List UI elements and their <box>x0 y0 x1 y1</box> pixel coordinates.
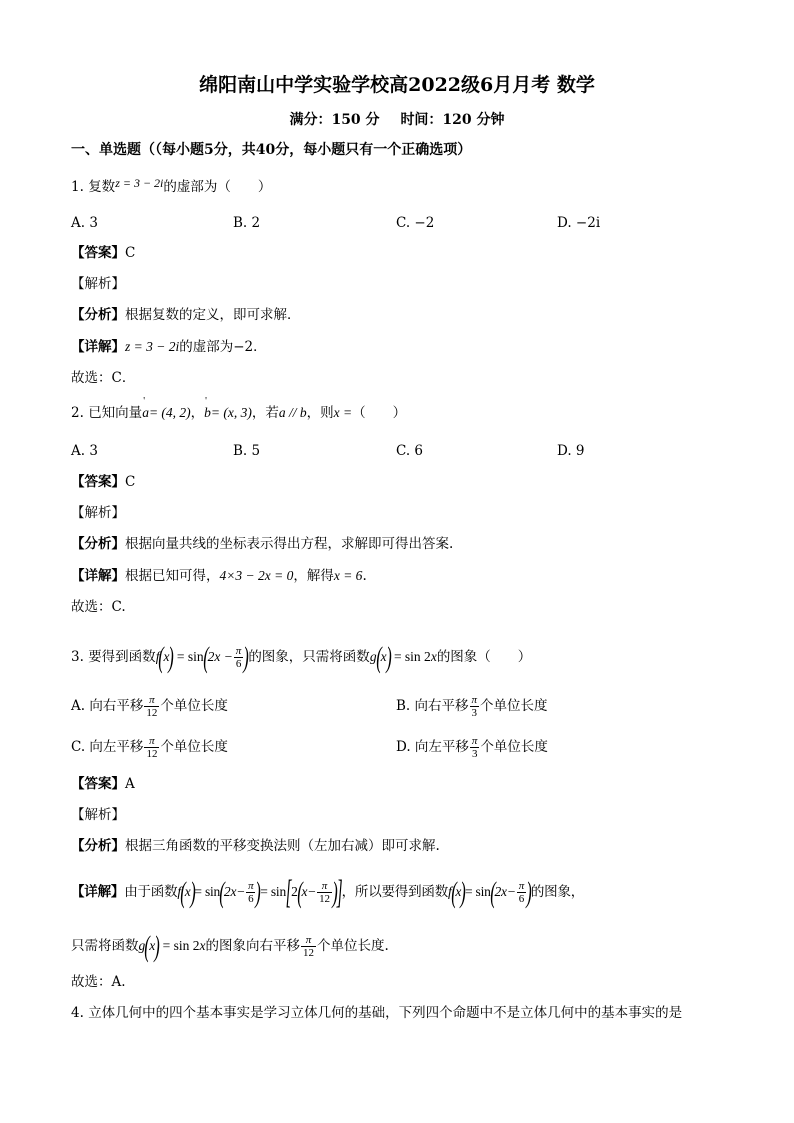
q3-option-d: D. 向左平移 $\frac{\pi}{3}$ 个单位长度 <box>396 735 548 760</box>
q1-option-d: D. −2i <box>557 215 601 231</box>
q1-answer: 【答案】C <box>71 245 136 261</box>
question-3: 3. 要得到函数f(x) = sin(2x − $\frac{\pi}{6}$ )的图象，只需将函数g(x) = sin 2x的图象（ ） <box>71 640 532 674</box>
section-heading: 一、单选题（（每小题5分，共40分，每小题只有一个正确选项） <box>71 142 472 158</box>
parallel-condition: a // b <box>278 405 307 420</box>
q1-detail: 【详解】z = 3 − 2i的虚部为−2． <box>71 339 267 355</box>
q2-option-d: D. 9 <box>557 443 585 459</box>
question-4: 4. 立体几何中的四个基本事实是学习立体几何的基础，下列四个命题中不是立体几何中的基本事实的是 <box>71 1005 683 1021</box>
q3-option-b: B. 向右平移 $\frac{\pi}{3}$ 个单位长度 <box>396 694 548 719</box>
question-2: 2. 已知向量' a= (4, 2)，' b= (x, 3)，若a // b，则x =（ ） <box>71 403 406 423</box>
vector-b: ' b <box>204 403 211 423</box>
exam-time: 时间：120 分钟 <box>400 112 505 128</box>
q1-option-a: A. 3 <box>71 215 98 231</box>
q2-answer: 【答案】C <box>71 474 136 490</box>
exam-info <box>0 109 794 129</box>
full-score: 满分：150 分 <box>289 112 380 128</box>
q2-option-b: B. 5 <box>233 443 261 459</box>
q3-option-a: A. 向右平移 $\frac{\pi}{12}$ 个单位长度 <box>71 694 228 719</box>
q2-analysis-label: 【解析】 <box>71 505 125 521</box>
q3-option-c: C. 向左平移 $\frac{\pi}{12}$ 个单位长度 <box>71 735 228 760</box>
q1-option-c: C. −2 <box>396 215 435 231</box>
q3-answer: 【答案】A <box>71 776 135 792</box>
q1-choose: 故选：C． <box>71 370 136 386</box>
q1-option-b: B. 2 <box>233 215 261 231</box>
function-f: f(x) = sin(2x − $\frac{\pi}{6}$ ) <box>155 640 250 674</box>
vector-a: ' a <box>142 403 149 423</box>
q3-detail-2: 只需将函数g(x) = sin 2x的图象向右平移 $\frac{\pi}{12}$ 个单位长度. <box>71 930 389 963</box>
q2-option-a: A. 3 <box>71 443 98 459</box>
q2-detail: 【详解】根据已知可得，4×3 − 2x = 0，解得x = 6. <box>71 568 367 584</box>
q3-fenxi: 【分析】根据三角函数的平移变换法则（左加右减）即可求解. <box>71 838 440 854</box>
q2-fenxi: 【分析】根据向量共线的坐标表示得出方程，求解即可得出答案. <box>71 536 454 552</box>
detail-equation: f(x)= sin(2x− $\frac{\pi}{6}$ )= sin[2(x− $\frac{\pi}{12}$ )] <box>177 873 343 911</box>
q3-analysis-label: 【解析】 <box>71 807 125 823</box>
q1-expression: z = 3 − 2i <box>115 176 164 190</box>
q3-detail: 【详解】由于函数f(x)= sin(2x− $\frac{\pi}{6}$ )= sin[2(x− $\frac{\pi}{12}$ )]，所以要得到函数f(x)= sin(2x− $\frac{\pi}{6}$ )的图象， <box>71 873 585 911</box>
q3-choose: 故选：A. <box>71 974 126 990</box>
q1-analysis-label: 【解析】 <box>71 276 125 292</box>
q2-option-c: C. 6 <box>396 443 424 459</box>
question-1: 1. 复数z = 3 − 2i的虚部为（ ） <box>71 176 272 195</box>
q2-choose: 故选：C. <box>71 599 126 615</box>
q1-fenxi: 【分析】根据复数的定义，即可求解． <box>71 307 301 323</box>
page-title: 绵阳南山中学实验学校高2022级6月月考 数学 <box>199 74 595 96</box>
function-g: g(x) = sin 2x <box>369 640 437 674</box>
